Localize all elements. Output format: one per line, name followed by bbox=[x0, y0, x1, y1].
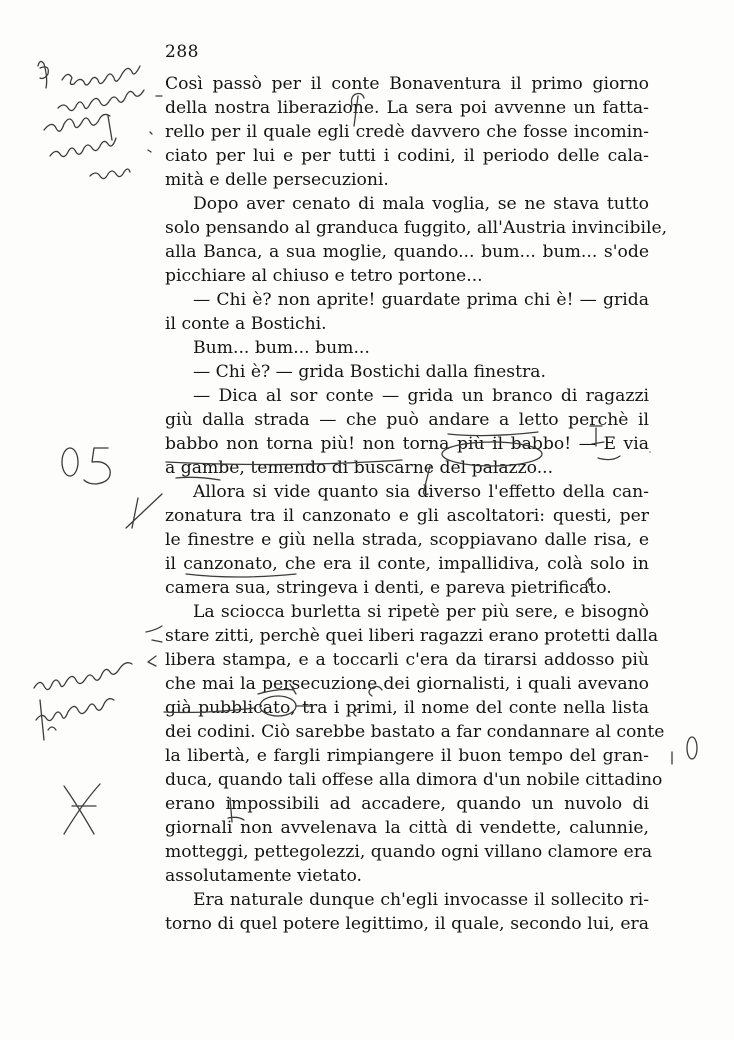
margin-note-bottom-scribble bbox=[34, 656, 156, 740]
text-line: assolutamente vietato. bbox=[165, 866, 362, 886]
margin-note-top-scribble bbox=[38, 61, 162, 178]
text-line: Dopo aver cenato di mala voglia, se ne stava tutto bbox=[193, 194, 649, 214]
text-line: alla Banca, a sua moglie, quando... bum... bum... s'ode bbox=[165, 242, 649, 262]
margin-mark-0 bbox=[672, 737, 697, 764]
text-line: della nostra liberazione. La sera poi avvenne un fatta- bbox=[165, 98, 649, 118]
text-line: babbo non torna più! non torna più il babbo! — E via bbox=[165, 434, 649, 454]
text-line: ciato per lui e per tutti i codini, il periodo delle cala- bbox=[165, 146, 649, 166]
text-line: la libertà, e fargli rimpiangere il buon tempo del gran- bbox=[165, 746, 649, 766]
margin-mark-x bbox=[64, 784, 100, 834]
text-line: a gambe, temendo di buscarne del palazzo... bbox=[165, 458, 554, 478]
text-line: — Chi è? — grida Bostichi dalla finestra. bbox=[193, 362, 546, 382]
text-line: Era naturale dunque ch'egli invocasse il sollecito ri- bbox=[193, 890, 649, 910]
text-line: le finestre e giù nella strada, scoppiavano dalle risa, e bbox=[165, 530, 649, 550]
text-line: erano impossibili ad accadere, quando un nuvolo di bbox=[165, 794, 649, 814]
text-line: stare zitti, perchè quei liberi ragazzi erano protetti dalla bbox=[165, 626, 659, 646]
text-line: già pubblicato, tra i primi, il nome del conte nella lista bbox=[165, 698, 649, 718]
text-line: dei codini. Ciò sarebbe bastato a far condannare al conte bbox=[165, 722, 665, 742]
text-line: rello per il quale egli credè davvero che fosse incomin- bbox=[165, 122, 649, 142]
text-line: — Chi è? non aprite! guardate prima chi è! — grida bbox=[193, 290, 649, 310]
text-line: libera stampa, e a toccarli c'era da tirarsi addosso più bbox=[165, 650, 649, 670]
text-line: giornali non avvelenava la città di vendette, calunnie, bbox=[165, 818, 649, 838]
text-line: Allora si vide quanto sia diverso l'effetto della can- bbox=[193, 482, 649, 502]
text-line: zonatura tra il canzonato e gli ascoltatori: questi, per bbox=[165, 506, 649, 526]
page-number: 288 bbox=[165, 42, 199, 62]
text-line: La sciocca burletta si ripetè per più sere, e bisognò bbox=[193, 602, 649, 622]
text-line: solo pensando al granduca fuggito, all'Austria invincibile, bbox=[165, 218, 668, 238]
text-line: il conte a Bostichi. bbox=[165, 314, 327, 334]
text-line: camera sua, stringeva i denti, e pareva pietrificato. bbox=[165, 578, 612, 598]
text-line: giù dalla strada — che può andare a letto perchè il bbox=[165, 410, 649, 430]
text-line: Così passò per il conte Bonaventura il primo giorno bbox=[165, 74, 649, 94]
text-line: il canzonato, che era il conte, impallidiva, colà solo in bbox=[165, 554, 649, 574]
text-line: duca, quando tali offese alla dimora d'un nobile cittadino bbox=[165, 770, 663, 790]
margin-mark-05 bbox=[62, 448, 110, 484]
text-line: picchiare al chiuso e tetro portone... bbox=[165, 266, 483, 286]
text-line: che mai la persecuzione dei giornalisti, i quali avevano bbox=[165, 674, 649, 694]
text-line: torno di quel potere legittimo, il quale, secondo lui, era bbox=[165, 914, 649, 934]
text-line: — Dica al sor conte — grida un branco di ragazzi bbox=[193, 386, 649, 406]
text-line: Bum... bum... bum... bbox=[193, 338, 370, 358]
text-line: mità e delle persecuzioni. bbox=[165, 170, 389, 190]
text-line: motteggi, pettegolezzi, quando ogni villano clamore era bbox=[165, 842, 653, 862]
